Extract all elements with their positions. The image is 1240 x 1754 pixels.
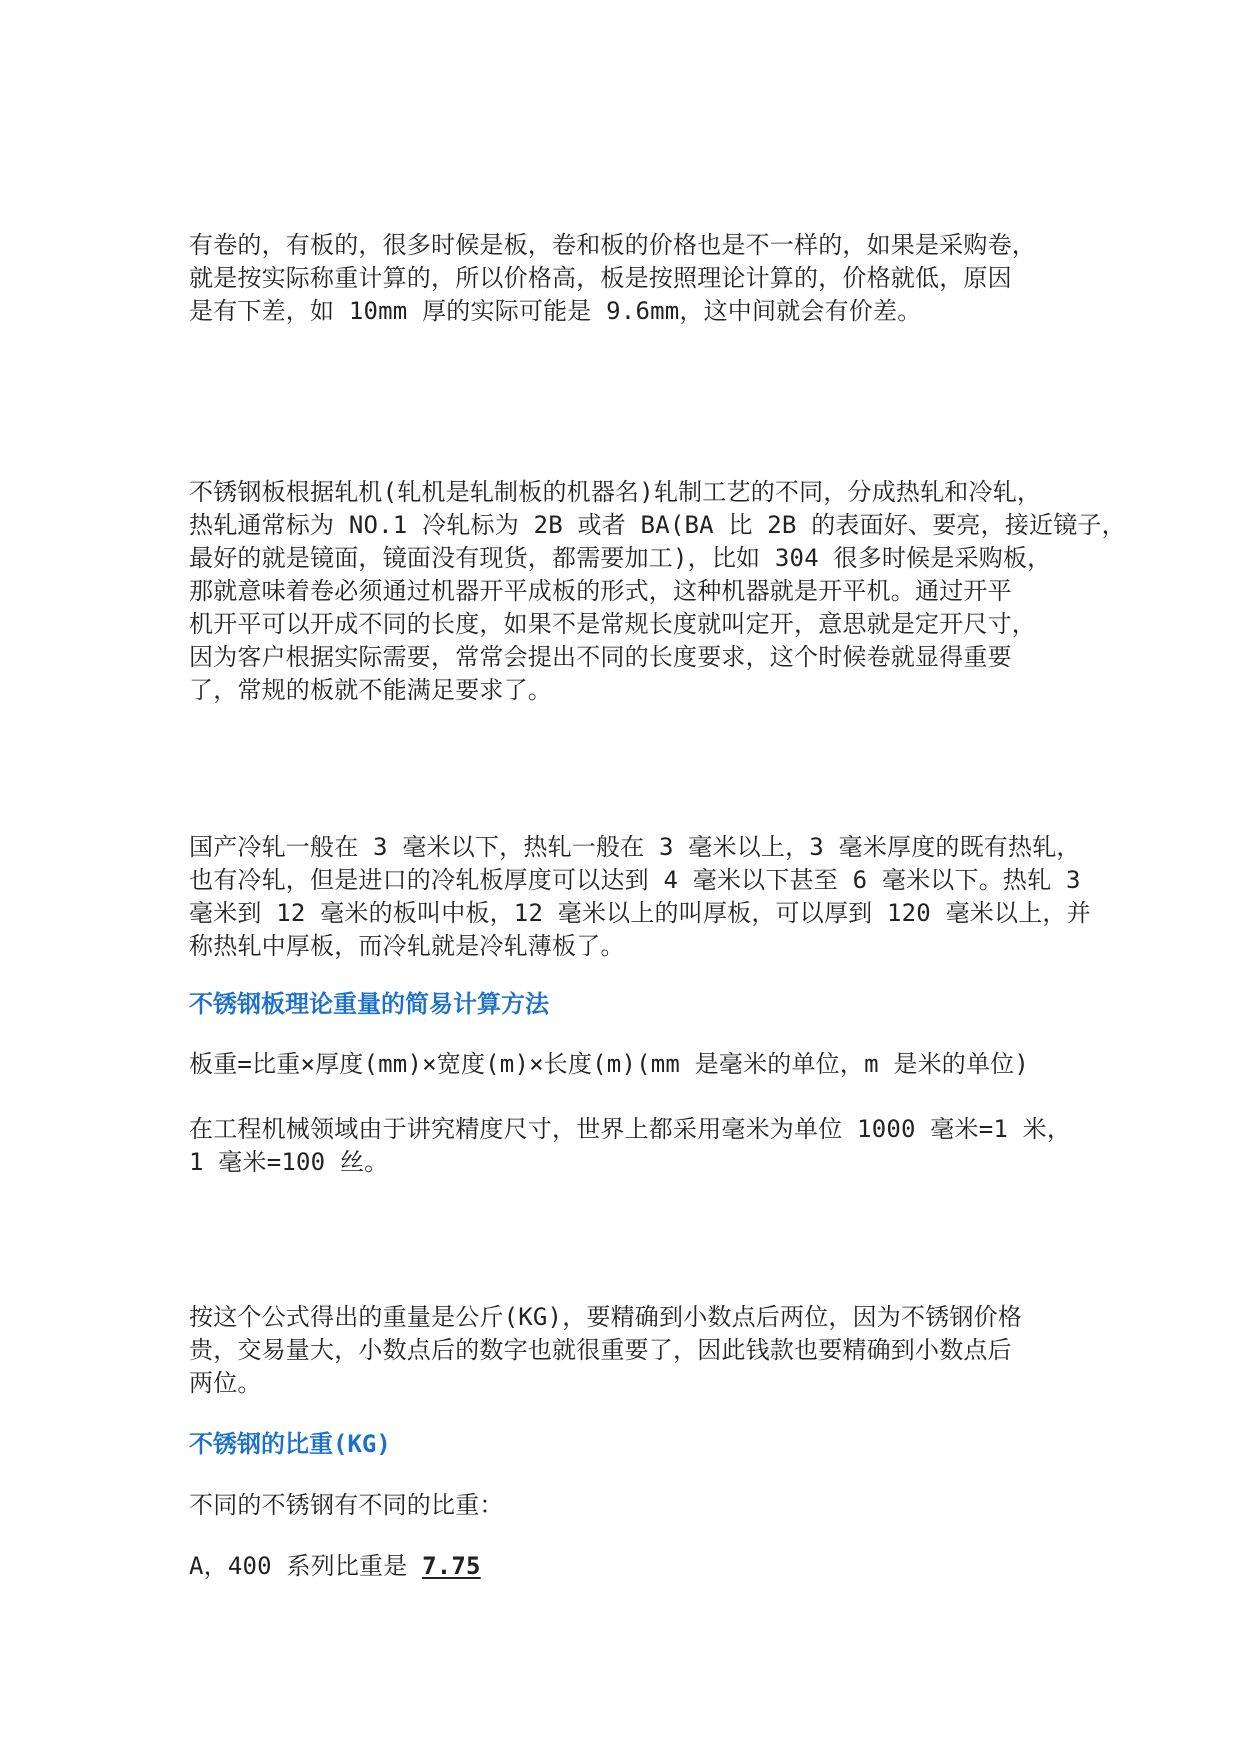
paragraph-formula: [189, 1048, 1061, 1081]
text-line: 按这个公式得出的重量是公斤(KG)，要精确到小数点后两位，因为不锈钢价格: [189, 1303, 1022, 1331]
text-line: 不同的不锈钢有不同的比重：: [189, 1491, 504, 1519]
text-line: 就是按实际称重计算的，所以价格高，板是按照理论计算的，价格就低，原因: [189, 264, 1012, 292]
paragraph-rolling-process: [189, 476, 1126, 707]
paragraph-coil-vs-plate: [189, 229, 1061, 328]
text-line: 热轧通常标为 NO.1 冷轧标为 2B 或者 BA(BA 比 2B 的表面好、要亮，接近镜子，: [189, 511, 1126, 539]
formula-text: 板重=比重×厚度(mm)×宽度(m)×长度(m)(mm 是毫米的单位，m 是米的单位): [189, 1050, 1030, 1078]
paragraph-units: [189, 1113, 1072, 1179]
section-heading-weight-calc: 不锈钢板理论重量的简易计算方法: [189, 990, 549, 1018]
series-label: A，400 系列比重是: [189, 1552, 423, 1580]
text-line: 了，常规的板就不能满足要求了。: [189, 676, 552, 704]
text-line: 有卷的，有板的，很多时候是板，卷和板的价格也是不一样的，如果是采购卷，: [189, 231, 1036, 259]
text-line: 两位。: [189, 1369, 262, 1397]
text-line: 国产冷轧一般在 3 毫米以下，热轧一般在 3 毫米以上，3 毫米厚度的既有热轧，: [189, 833, 1081, 861]
text-line: 也有冷轧，但是进口的冷轧板厚度可以达到 4 毫米以下甚至 6 毫米以下。热轧 3: [189, 866, 1081, 894]
text-line: 在工程机械领域由于讲究精度尺寸，世界上都采用毫米为单位 1000 毫米=1 米，: [189, 1115, 1072, 1143]
list-item-series-400: [189, 1550, 1061, 1583]
paragraph-density-intro: [189, 1489, 1061, 1522]
section-heading-density: 不锈钢的比重(KG): [189, 1430, 391, 1458]
text-line: 不锈钢板根据轧机(轧机是轧制板的机器名)轧制工艺的不同，分成热轧和冷轧，: [189, 478, 1042, 506]
text-line: 是有下差，如 10mm 厚的实际可能是 9.6mm，这中间就会有价差。: [189, 297, 922, 325]
text-line: 贵，交易量大，小数点后的数字也就很重要了，因此钱款也要精确到小数点后: [189, 1336, 1012, 1364]
text-line: 称热轧中厚板，而冷轧就是冷轧薄板了。: [189, 932, 625, 960]
density-value: 7.75: [422, 1552, 481, 1580]
text-line: 1 毫米=100 丝。: [189, 1148, 389, 1176]
text-line: 最好的就是镜面，镜面没有现货，都需要加工)，比如 304 很多时候是采购板，: [189, 544, 1052, 572]
text-line: 因为客户根据实际需要，常常会提出不同的长度要求，这个时候卷就显得重要: [189, 643, 1012, 671]
paragraph-precision: [189, 1301, 1061, 1400]
list-item-text: [189, 1550, 1061, 1583]
paragraph-thickness: [189, 831, 1091, 963]
text-line: 毫米到 12 毫米的板叫中板，12 毫米以上的叫厚板，可以厚到 120 毫米以上，并: [189, 899, 1091, 927]
text-line: 机开平可以开成不同的长度，如果不是常规长度就叫定开，意思就是定开尺寸，: [189, 610, 1036, 638]
text-line: 那就意味着卷必须通过机器开平成板的形式，这种机器就是开平机。通过开平: [189, 577, 1012, 605]
